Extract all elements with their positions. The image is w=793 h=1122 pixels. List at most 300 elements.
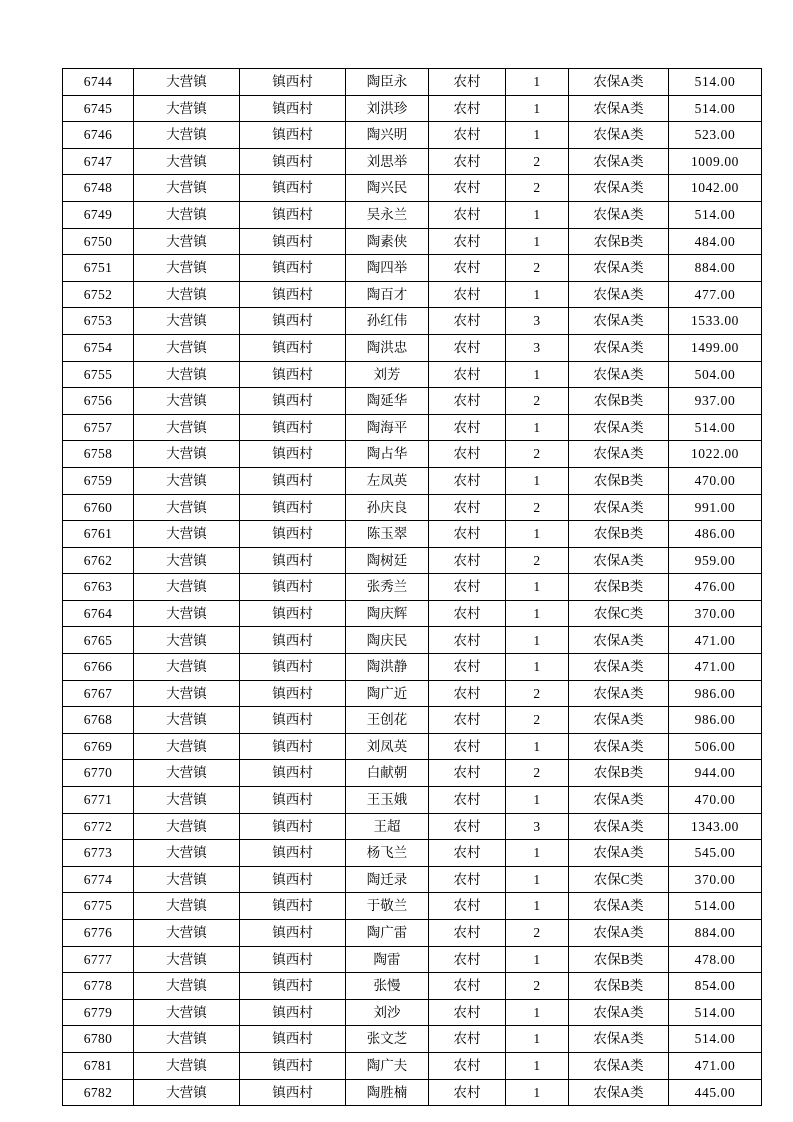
row-household-type: 农村 bbox=[429, 148, 506, 175]
row-household-type: 农村 bbox=[429, 228, 506, 255]
row-person-count: 2 bbox=[506, 760, 569, 787]
row-id: 6745 bbox=[63, 95, 134, 122]
row-village: 镇西村 bbox=[240, 1026, 346, 1053]
row-town: 大营镇 bbox=[134, 334, 240, 361]
table-row bbox=[63, 441, 762, 468]
row-village: 镇西村 bbox=[240, 893, 346, 920]
row-village: 镇西村 bbox=[240, 521, 346, 548]
table-row bbox=[63, 361, 762, 388]
table-row bbox=[63, 760, 762, 787]
row-town: 大营镇 bbox=[134, 414, 240, 441]
row-amount: 1499.00 bbox=[669, 334, 762, 361]
row-name: 陶四举 bbox=[346, 255, 429, 282]
row-category: 农保C类 bbox=[569, 600, 669, 627]
row-category: 农保B类 bbox=[569, 973, 669, 1000]
row-id: 6765 bbox=[63, 627, 134, 654]
row-amount: 514.00 bbox=[669, 69, 762, 96]
table-row bbox=[63, 813, 762, 840]
table-row bbox=[63, 547, 762, 574]
row-name: 陶广夫 bbox=[346, 1052, 429, 1079]
row-household-type: 农村 bbox=[429, 1026, 506, 1053]
table-row bbox=[63, 654, 762, 681]
row-id: 6766 bbox=[63, 654, 134, 681]
row-person-count: 3 bbox=[506, 813, 569, 840]
row-amount: 370.00 bbox=[669, 600, 762, 627]
row-category: 农保A类 bbox=[569, 707, 669, 734]
row-name: 陶胜楠 bbox=[346, 1079, 429, 1106]
row-town: 大营镇 bbox=[134, 281, 240, 308]
row-category: 农保A类 bbox=[569, 255, 669, 282]
row-person-count: 1 bbox=[506, 600, 569, 627]
row-person-count: 2 bbox=[506, 707, 569, 734]
row-town: 大营镇 bbox=[134, 122, 240, 149]
row-person-count: 1 bbox=[506, 654, 569, 681]
row-village: 镇西村 bbox=[240, 148, 346, 175]
row-person-count: 1 bbox=[506, 574, 569, 601]
row-category: 农保B类 bbox=[569, 467, 669, 494]
row-person-count: 1 bbox=[506, 69, 569, 96]
table-row bbox=[63, 388, 762, 415]
row-person-count: 1 bbox=[506, 787, 569, 814]
row-id: 6768 bbox=[63, 707, 134, 734]
row-person-count: 1 bbox=[506, 467, 569, 494]
row-category: 农保B类 bbox=[569, 946, 669, 973]
row-household-type: 农村 bbox=[429, 760, 506, 787]
row-person-count: 2 bbox=[506, 175, 569, 202]
row-amount: 477.00 bbox=[669, 281, 762, 308]
row-town: 大营镇 bbox=[134, 201, 240, 228]
row-category: 农保A类 bbox=[569, 920, 669, 947]
table-row bbox=[63, 308, 762, 335]
table-row bbox=[63, 707, 762, 734]
row-name: 白献朝 bbox=[346, 760, 429, 787]
row-household-type: 农村 bbox=[429, 680, 506, 707]
row-name: 王创花 bbox=[346, 707, 429, 734]
row-name: 陶百才 bbox=[346, 281, 429, 308]
row-category: 农保B类 bbox=[569, 228, 669, 255]
row-name: 刘凤英 bbox=[346, 733, 429, 760]
row-name: 陶树廷 bbox=[346, 547, 429, 574]
row-person-count: 1 bbox=[506, 840, 569, 867]
row-category: 农保A类 bbox=[569, 441, 669, 468]
row-amount: 471.00 bbox=[669, 1052, 762, 1079]
row-name: 陶雷 bbox=[346, 946, 429, 973]
row-village: 镇西村 bbox=[240, 201, 346, 228]
row-amount: 884.00 bbox=[669, 255, 762, 282]
row-amount: 854.00 bbox=[669, 973, 762, 1000]
row-id: 6779 bbox=[63, 999, 134, 1026]
row-amount: 445.00 bbox=[669, 1079, 762, 1106]
row-name: 陶延华 bbox=[346, 388, 429, 415]
table-row bbox=[63, 467, 762, 494]
row-town: 大营镇 bbox=[134, 627, 240, 654]
row-category: 农保B类 bbox=[569, 521, 669, 548]
row-id: 6777 bbox=[63, 946, 134, 973]
row-category: 农保A类 bbox=[569, 361, 669, 388]
row-village: 镇西村 bbox=[240, 840, 346, 867]
row-name: 王玉娥 bbox=[346, 787, 429, 814]
row-village: 镇西村 bbox=[240, 95, 346, 122]
row-household-type: 农村 bbox=[429, 1052, 506, 1079]
row-name: 陶素侠 bbox=[346, 228, 429, 255]
row-household-type: 农村 bbox=[429, 255, 506, 282]
row-category: 农保C类 bbox=[569, 866, 669, 893]
row-amount: 1022.00 bbox=[669, 441, 762, 468]
row-name: 孙庆良 bbox=[346, 494, 429, 521]
table-row bbox=[63, 95, 762, 122]
row-town: 大营镇 bbox=[134, 547, 240, 574]
row-amount: 470.00 bbox=[669, 787, 762, 814]
row-household-type: 农村 bbox=[429, 840, 506, 867]
row-village: 镇西村 bbox=[240, 760, 346, 787]
table-row bbox=[63, 334, 762, 361]
row-name: 陶洪忠 bbox=[346, 334, 429, 361]
row-town: 大营镇 bbox=[134, 521, 240, 548]
row-person-count: 2 bbox=[506, 148, 569, 175]
row-person-count: 3 bbox=[506, 308, 569, 335]
table-row bbox=[63, 148, 762, 175]
table-row bbox=[63, 1026, 762, 1053]
row-id: 6757 bbox=[63, 414, 134, 441]
subsidy-table bbox=[62, 68, 762, 1106]
row-town: 大营镇 bbox=[134, 866, 240, 893]
row-town: 大营镇 bbox=[134, 1079, 240, 1106]
row-person-count: 2 bbox=[506, 680, 569, 707]
row-village: 镇西村 bbox=[240, 627, 346, 654]
row-village: 镇西村 bbox=[240, 414, 346, 441]
row-village: 镇西村 bbox=[240, 813, 346, 840]
row-person-count: 1 bbox=[506, 893, 569, 920]
row-person-count: 1 bbox=[506, 414, 569, 441]
row-household-type: 农村 bbox=[429, 920, 506, 947]
row-village: 镇西村 bbox=[240, 467, 346, 494]
row-id: 6780 bbox=[63, 1026, 134, 1053]
row-town: 大营镇 bbox=[134, 680, 240, 707]
row-name: 王超 bbox=[346, 813, 429, 840]
row-name: 张秀兰 bbox=[346, 574, 429, 601]
row-id: 6755 bbox=[63, 361, 134, 388]
row-id: 6760 bbox=[63, 494, 134, 521]
row-id: 6762 bbox=[63, 547, 134, 574]
row-village: 镇西村 bbox=[240, 281, 346, 308]
row-name: 陶占华 bbox=[346, 441, 429, 468]
row-town: 大营镇 bbox=[134, 813, 240, 840]
table-row bbox=[63, 627, 762, 654]
row-person-count: 3 bbox=[506, 334, 569, 361]
row-household-type: 农村 bbox=[429, 733, 506, 760]
row-village: 镇西村 bbox=[240, 946, 346, 973]
row-category: 农保A类 bbox=[569, 148, 669, 175]
row-household-type: 农村 bbox=[429, 973, 506, 1000]
row-amount: 937.00 bbox=[669, 388, 762, 415]
row-id: 6758 bbox=[63, 441, 134, 468]
row-amount: 523.00 bbox=[669, 122, 762, 149]
row-name: 陈玉翠 bbox=[346, 521, 429, 548]
row-category: 农保A类 bbox=[569, 1079, 669, 1106]
row-name: 刘沙 bbox=[346, 999, 429, 1026]
row-category: 农保A类 bbox=[569, 1052, 669, 1079]
row-village: 镇西村 bbox=[240, 574, 346, 601]
row-amount: 514.00 bbox=[669, 95, 762, 122]
row-person-count: 1 bbox=[506, 733, 569, 760]
row-town: 大营镇 bbox=[134, 308, 240, 335]
row-category: 农保A类 bbox=[569, 281, 669, 308]
table-row bbox=[63, 255, 762, 282]
row-town: 大营镇 bbox=[134, 228, 240, 255]
row-category: 农保A类 bbox=[569, 414, 669, 441]
table-row bbox=[63, 999, 762, 1026]
row-id: 6770 bbox=[63, 760, 134, 787]
table-row bbox=[63, 946, 762, 973]
row-town: 大营镇 bbox=[134, 361, 240, 388]
row-name: 刘洪珍 bbox=[346, 95, 429, 122]
row-person-count: 1 bbox=[506, 122, 569, 149]
row-name: 张文芝 bbox=[346, 1026, 429, 1053]
row-category: 农保A类 bbox=[569, 733, 669, 760]
row-id: 6782 bbox=[63, 1079, 134, 1106]
row-category: 农保B类 bbox=[569, 760, 669, 787]
row-town: 大营镇 bbox=[134, 787, 240, 814]
row-category: 农保A类 bbox=[569, 787, 669, 814]
row-household-type: 农村 bbox=[429, 999, 506, 1026]
row-amount: 884.00 bbox=[669, 920, 762, 947]
row-village: 镇西村 bbox=[240, 999, 346, 1026]
row-household-type: 农村 bbox=[429, 521, 506, 548]
table-row bbox=[63, 866, 762, 893]
row-category: 农保A类 bbox=[569, 813, 669, 840]
table-row bbox=[63, 733, 762, 760]
row-person-count: 1 bbox=[506, 361, 569, 388]
row-amount: 986.00 bbox=[669, 680, 762, 707]
row-name: 陶庆民 bbox=[346, 627, 429, 654]
table-row bbox=[63, 1052, 762, 1079]
row-category: 农保A类 bbox=[569, 494, 669, 521]
row-name: 陶庆辉 bbox=[346, 600, 429, 627]
row-id: 6748 bbox=[63, 175, 134, 202]
row-name: 陶迁录 bbox=[346, 866, 429, 893]
row-id: 6761 bbox=[63, 521, 134, 548]
row-village: 镇西村 bbox=[240, 866, 346, 893]
row-village: 镇西村 bbox=[240, 441, 346, 468]
row-amount: 514.00 bbox=[669, 1026, 762, 1053]
row-id: 6772 bbox=[63, 813, 134, 840]
row-village: 镇西村 bbox=[240, 308, 346, 335]
row-household-type: 农村 bbox=[429, 467, 506, 494]
row-household-type: 农村 bbox=[429, 95, 506, 122]
row-household-type: 农村 bbox=[429, 494, 506, 521]
row-person-count: 1 bbox=[506, 946, 569, 973]
row-village: 镇西村 bbox=[240, 973, 346, 1000]
row-person-count: 2 bbox=[506, 547, 569, 574]
row-category: 农保A类 bbox=[569, 122, 669, 149]
row-town: 大营镇 bbox=[134, 494, 240, 521]
row-village: 镇西村 bbox=[240, 547, 346, 574]
row-id: 6771 bbox=[63, 787, 134, 814]
row-person-count: 1 bbox=[506, 201, 569, 228]
row-name: 于敬兰 bbox=[346, 893, 429, 920]
row-person-count: 1 bbox=[506, 1026, 569, 1053]
row-category: 农保A类 bbox=[569, 999, 669, 1026]
row-town: 大营镇 bbox=[134, 840, 240, 867]
table-row bbox=[63, 414, 762, 441]
row-person-count: 2 bbox=[506, 388, 569, 415]
row-amount: 1009.00 bbox=[669, 148, 762, 175]
row-id: 6746 bbox=[63, 122, 134, 149]
row-category: 农保A类 bbox=[569, 201, 669, 228]
row-id: 6749 bbox=[63, 201, 134, 228]
row-town: 大营镇 bbox=[134, 69, 240, 96]
row-id: 6767 bbox=[63, 680, 134, 707]
row-category: 农保A类 bbox=[569, 627, 669, 654]
row-town: 大营镇 bbox=[134, 441, 240, 468]
row-village: 镇西村 bbox=[240, 228, 346, 255]
row-village: 镇西村 bbox=[240, 361, 346, 388]
table-row bbox=[63, 122, 762, 149]
row-id: 6776 bbox=[63, 920, 134, 947]
row-town: 大营镇 bbox=[134, 388, 240, 415]
row-name: 陶洪静 bbox=[346, 654, 429, 681]
row-name: 刘芳 bbox=[346, 361, 429, 388]
row-village: 镇西村 bbox=[240, 680, 346, 707]
row-household-type: 农村 bbox=[429, 654, 506, 681]
row-name: 陶广雷 bbox=[346, 920, 429, 947]
table-row bbox=[63, 69, 762, 96]
table-row bbox=[63, 787, 762, 814]
row-household-type: 农村 bbox=[429, 787, 506, 814]
row-person-count: 2 bbox=[506, 973, 569, 1000]
row-name: 刘思举 bbox=[346, 148, 429, 175]
row-category: 农保A类 bbox=[569, 334, 669, 361]
row-town: 大营镇 bbox=[134, 760, 240, 787]
row-amount: 504.00 bbox=[669, 361, 762, 388]
row-person-count: 2 bbox=[506, 920, 569, 947]
row-category: 农保A类 bbox=[569, 69, 669, 96]
table-row bbox=[63, 893, 762, 920]
table-row bbox=[63, 201, 762, 228]
row-village: 镇西村 bbox=[240, 707, 346, 734]
row-household-type: 农村 bbox=[429, 813, 506, 840]
row-person-count: 1 bbox=[506, 228, 569, 255]
row-id: 6778 bbox=[63, 973, 134, 1000]
row-household-type: 农村 bbox=[429, 201, 506, 228]
row-id: 6752 bbox=[63, 281, 134, 308]
row-amount: 1042.00 bbox=[669, 175, 762, 202]
row-amount: 486.00 bbox=[669, 521, 762, 548]
row-amount: 514.00 bbox=[669, 999, 762, 1026]
row-person-count: 1 bbox=[506, 521, 569, 548]
row-household-type: 农村 bbox=[429, 441, 506, 468]
row-name: 孙红伟 bbox=[346, 308, 429, 335]
row-village: 镇西村 bbox=[240, 1052, 346, 1079]
row-town: 大营镇 bbox=[134, 654, 240, 681]
table-row bbox=[63, 1079, 762, 1106]
table-row bbox=[63, 494, 762, 521]
row-household-type: 农村 bbox=[429, 600, 506, 627]
row-amount: 514.00 bbox=[669, 414, 762, 441]
row-id: 6753 bbox=[63, 308, 134, 335]
row-id: 6775 bbox=[63, 893, 134, 920]
row-person-count: 2 bbox=[506, 494, 569, 521]
row-village: 镇西村 bbox=[240, 122, 346, 149]
row-person-count: 1 bbox=[506, 627, 569, 654]
row-category: 农保A类 bbox=[569, 893, 669, 920]
row-town: 大营镇 bbox=[134, 467, 240, 494]
row-id: 6750 bbox=[63, 228, 134, 255]
row-id: 6747 bbox=[63, 148, 134, 175]
row-household-type: 农村 bbox=[429, 122, 506, 149]
row-household-type: 农村 bbox=[429, 707, 506, 734]
row-household-type: 农村 bbox=[429, 361, 506, 388]
row-name: 左凤英 bbox=[346, 467, 429, 494]
row-person-count: 1 bbox=[506, 999, 569, 1026]
row-town: 大营镇 bbox=[134, 1052, 240, 1079]
row-town: 大营镇 bbox=[134, 893, 240, 920]
row-person-count: 2 bbox=[506, 255, 569, 282]
row-id: 6773 bbox=[63, 840, 134, 867]
row-town: 大营镇 bbox=[134, 1026, 240, 1053]
row-category: 农保A类 bbox=[569, 175, 669, 202]
row-town: 大营镇 bbox=[134, 255, 240, 282]
row-household-type: 农村 bbox=[429, 1079, 506, 1106]
row-household-type: 农村 bbox=[429, 308, 506, 335]
table-row bbox=[63, 281, 762, 308]
row-village: 镇西村 bbox=[240, 175, 346, 202]
row-village: 镇西村 bbox=[240, 334, 346, 361]
row-village: 镇西村 bbox=[240, 920, 346, 947]
row-amount: 471.00 bbox=[669, 627, 762, 654]
row-category: 农保A类 bbox=[569, 840, 669, 867]
row-amount: 944.00 bbox=[669, 760, 762, 787]
row-town: 大营镇 bbox=[134, 95, 240, 122]
row-category: 农保A类 bbox=[569, 95, 669, 122]
row-household-type: 农村 bbox=[429, 627, 506, 654]
row-category: 农保A类 bbox=[569, 680, 669, 707]
row-category: 农保A类 bbox=[569, 654, 669, 681]
row-household-type: 农村 bbox=[429, 946, 506, 973]
row-town: 大营镇 bbox=[134, 574, 240, 601]
row-person-count: 1 bbox=[506, 95, 569, 122]
row-town: 大营镇 bbox=[134, 148, 240, 175]
row-town: 大营镇 bbox=[134, 733, 240, 760]
row-town: 大营镇 bbox=[134, 999, 240, 1026]
row-village: 镇西村 bbox=[240, 388, 346, 415]
row-amount: 476.00 bbox=[669, 574, 762, 601]
row-town: 大营镇 bbox=[134, 920, 240, 947]
row-id: 6763 bbox=[63, 574, 134, 601]
row-id: 6751 bbox=[63, 255, 134, 282]
row-amount: 484.00 bbox=[669, 228, 762, 255]
row-village: 镇西村 bbox=[240, 733, 346, 760]
row-category: 农保A类 bbox=[569, 308, 669, 335]
row-name: 吴永兰 bbox=[346, 201, 429, 228]
row-category: 农保B类 bbox=[569, 574, 669, 601]
table-body bbox=[63, 69, 762, 1106]
row-name: 杨飞兰 bbox=[346, 840, 429, 867]
table-row bbox=[63, 175, 762, 202]
row-household-type: 农村 bbox=[429, 69, 506, 96]
row-town: 大营镇 bbox=[134, 707, 240, 734]
row-town: 大营镇 bbox=[134, 175, 240, 202]
row-name: 张慢 bbox=[346, 973, 429, 1000]
row-amount: 959.00 bbox=[669, 547, 762, 574]
table-row bbox=[63, 228, 762, 255]
row-name: 陶兴民 bbox=[346, 175, 429, 202]
row-amount: 478.00 bbox=[669, 946, 762, 973]
row-amount: 506.00 bbox=[669, 733, 762, 760]
row-id: 6781 bbox=[63, 1052, 134, 1079]
row-household-type: 农村 bbox=[429, 175, 506, 202]
table-row bbox=[63, 680, 762, 707]
